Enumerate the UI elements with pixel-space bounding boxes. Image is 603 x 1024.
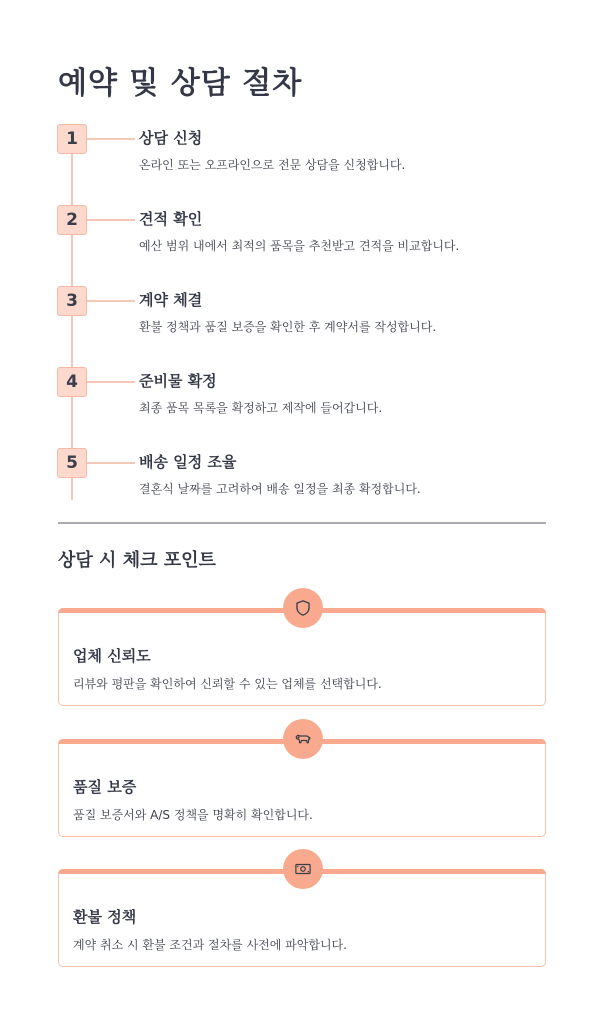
step-connector: [87, 381, 135, 383]
checkpoint-title: 품질 보증: [73, 778, 137, 796]
section-divider: [58, 522, 546, 524]
checkpoints-title: 상담 시 체크 포인트: [58, 550, 216, 571]
step-title: 견적 확인: [139, 210, 203, 228]
checkpoint-card: [58, 739, 546, 837]
cow-icon: [283, 719, 323, 759]
step-connector: [87, 300, 135, 302]
step-description: 예산 범위 내에서 최적의 품목을 추천받고 견적을 비교합니다.: [139, 239, 460, 253]
checkpoint-card: [58, 869, 546, 967]
checkpoint-description: 리뷰와 평판을 확인하여 신뢰할 수 있는 업체를 선택합니다.: [73, 677, 382, 691]
step-number: 1: [57, 124, 87, 154]
step-title: 배송 일정 조율: [139, 453, 237, 471]
checkpoint-description: 품질 보증서와 A/S 정책을 명확히 확인합니다.: [73, 808, 313, 822]
step-connector: [87, 462, 135, 464]
checkpoint-title: 업체 신뢰도: [73, 647, 151, 665]
step-description: 결혼식 날짜를 고려하여 배송 일정을 최종 확정합니다.: [139, 482, 421, 496]
step-number: 2: [57, 205, 87, 235]
step-number: 5: [57, 448, 87, 478]
step-description: 최종 품목 목록을 확정하고 제작에 들어갑니다.: [139, 401, 383, 415]
step-item: [57, 286, 577, 346]
step-description: 환불 정책과 품질 보증을 확인한 후 계약서를 작성합니다.: [139, 320, 437, 334]
checkpoint-card: [58, 608, 546, 706]
page-title: 예약 및 상담 절차: [58, 66, 303, 101]
step-description: 온라인 또는 오프라인으로 전문 상담을 신청합니다.: [139, 158, 406, 172]
step-number: 3: [57, 286, 87, 316]
checkpoint-title: 환불 정책: [73, 908, 137, 926]
step-connector: [87, 138, 135, 140]
money-bill-icon: [283, 849, 323, 889]
step-title: 계약 체결: [139, 291, 203, 309]
step-title: 상담 신청: [139, 129, 203, 147]
step-title: 준비물 확정: [139, 372, 217, 390]
checkpoint-description: 계약 취소 시 환불 조건과 절차를 사전에 파악합니다.: [73, 938, 347, 952]
shield-icon: [283, 588, 323, 628]
step-item: [57, 367, 577, 427]
step-item: [57, 124, 577, 184]
step-number: 4: [57, 367, 87, 397]
step-item: [57, 205, 577, 265]
step-connector: [87, 219, 135, 221]
step-item: [57, 448, 577, 508]
